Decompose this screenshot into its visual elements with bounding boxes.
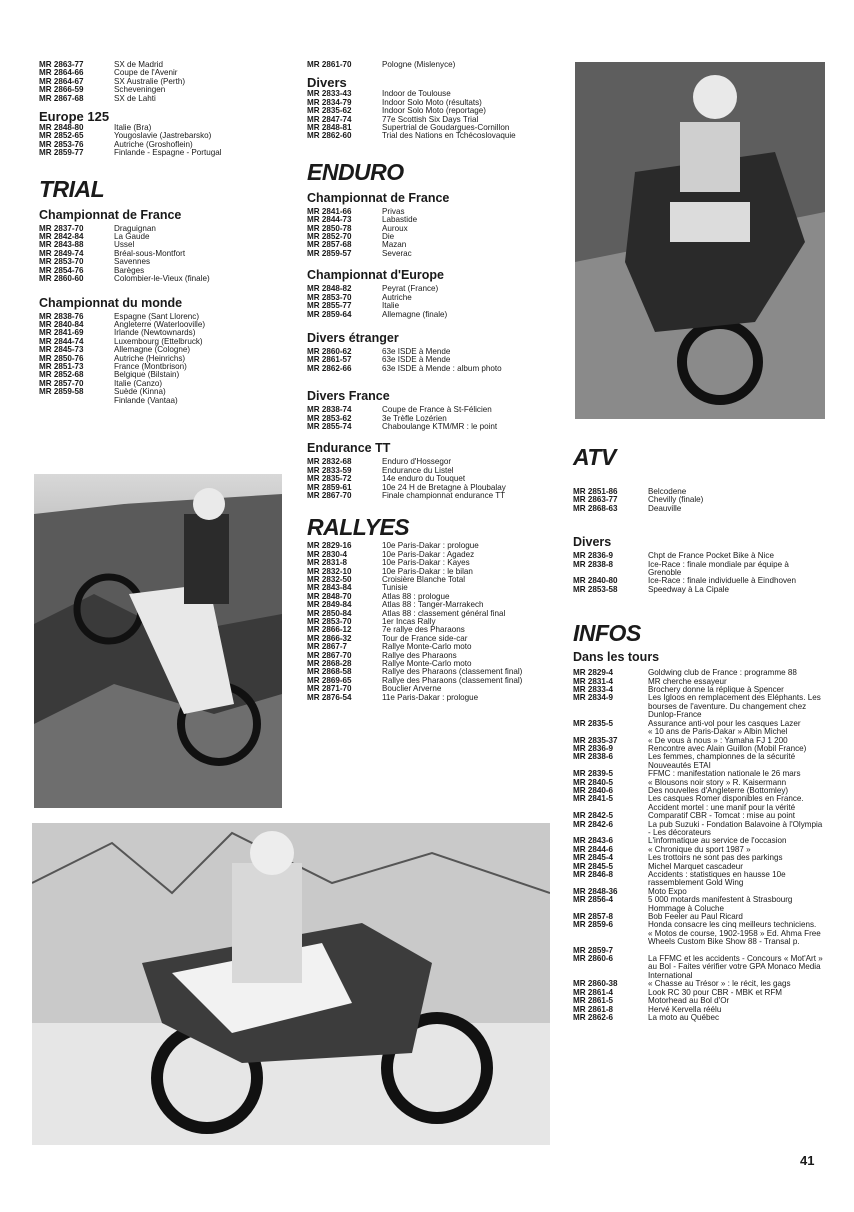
entry-code: MR 2834-79 [307,97,352,107]
rally-photo [32,823,550,1145]
rally-photo-image [32,823,550,1145]
entry-text: Mazan [382,240,407,250]
entry-text: 3e Trèfle Lozérien [382,413,447,423]
entry-code: MR 2852-70 [307,232,352,242]
atv-list [573,488,823,513]
entry-code: MR 2861-8 [573,1004,614,1014]
entry-code: MR 2866-32 [307,633,352,643]
entry-code: MR 2866-59 [39,85,84,95]
entry-code: MR 2869-65 [307,675,352,685]
entry-code: MR 2834-9 [573,693,614,703]
entry-code: MR 2848-81 [307,123,352,133]
europe125-list [39,124,279,158]
entry-text: 10e Paris-Dakar : Kayes [382,558,470,568]
entry-text: Deauville [648,503,682,513]
entry-code: MR 2859-57 [307,248,352,258]
entry-code: MR 2830-4 [307,549,348,559]
entry-text: 63e ISDE à Mende : album photo [382,363,502,373]
entry-text: Les femmes, championnes de la sécurité Nouveautés ETAI [648,752,796,770]
entry-text: Rallye des Pharaons (classement final) [382,675,523,685]
entry-code: MR 2848-80 [39,123,84,133]
entry-code: MR 2863-77 [573,495,618,505]
entry-code: MR 2843-6 [573,836,614,846]
entry-code: MR 2840-6 [573,785,614,795]
entry-text: Barèges [114,265,145,275]
entry-code: MR 2833-43 [307,89,352,99]
entry-row [573,561,823,578]
entry-text: Des nouvelles d'Angleterre (Bottomley) [648,785,789,795]
entry-text: Bréal-sous-Montfort [114,248,186,258]
entry-code: MR 2857-70 [39,378,84,388]
entry-code: MR 2857-68 [307,240,352,250]
entry-code: MR 2852-65 [39,131,84,141]
entry-code [573,930,648,947]
entry-code: MR 2845-4 [573,853,614,863]
entry-code: MR 2832-68 [307,457,352,467]
entry-code: MR 2838-6 [573,752,614,762]
entry-text: Rallye Monte-Carlo moto [382,659,472,669]
entry-code: MR 2843-84 [307,583,352,593]
entry-code: MR 2868-58 [307,667,352,677]
entry-code: MR 2841-5 [573,794,614,804]
entry-text: Ice-Race : finale individuelle à Eindhoven [648,576,797,586]
enduro-europe-heading: Championnat d'Europe [307,268,444,283]
trial-france-list [39,225,279,284]
entry-code: MR 2835-72 [307,474,352,484]
entry-row [573,753,823,770]
rallyes-heading: RALLYES [307,514,410,541]
entry-row [307,492,557,500]
entry-text: Espagne (Sant Llorenc) [114,311,200,321]
entry-text: Colombier-le-Vieux (finale) [114,274,210,284]
entry-code: MR 2838-74 [307,405,352,415]
entry-text: SX Australie (Perth) [114,76,186,86]
entry-code: MR 2838-8 [573,559,614,569]
entry-code: MR 2861-57 [307,355,352,365]
entry-text: 10e Paris-Dakar : le bilan [382,566,473,576]
entry-text: 10e Paris-Dakar : prologue [382,541,479,551]
divers-list [307,90,557,140]
entry-row [39,275,279,283]
entry-code: MR 2868-28 [307,659,352,669]
endurance-heading: Endurance TT [307,441,391,456]
entry-code: MR 2856-4 [573,895,614,905]
entry-text: Supertrial de Goudargues-Cornillon [382,123,510,133]
entry-text: Angleterre (Waterlooville) [114,319,206,329]
entry-text: FFMC : manifestation nationale le 26 mars [648,769,801,779]
entry-code: MR 2864-66 [39,68,84,78]
entry-text: Trial des Nations en Tchécoslovaquie [382,131,516,141]
entry-text: Chevilly (finale) [648,495,704,505]
enduro-etranger-list [307,348,557,373]
entry-code: MR 2836-9 [573,743,614,753]
enduro-heading: ENDURO [307,158,404,185]
entry-text: Motorhead au Bol d'Or [648,996,730,1006]
entry-row [573,795,823,812]
entry-row [573,930,823,947]
entry-text: Tunisie [382,583,408,593]
entry-text: Rallye des Pharaons (classement final) [382,667,523,677]
entry-text: MR cherche essayeur [648,676,727,686]
entry-row [307,311,557,319]
entry-text: Belcodene [648,487,687,496]
entry-code: MR 2860-6 [573,954,614,964]
trial-france-heading: Championnat de France [39,207,182,222]
entry-text: Accidents : statistiques en hausse 10e rassemblement Gold Wing [648,870,786,888]
entry-text: Ice-Race : finale mondiale par équipe à Grenoble [648,559,789,578]
entry-text: Yougoslavie (Jastrebarsko) [114,131,212,141]
entry-row [307,132,557,140]
entry-code: MR 2861-4 [573,987,614,997]
entry-code: MR 2835-5 [573,718,614,728]
entry-code: MR 2876-54 [307,692,352,702]
entry-row [573,955,823,980]
europe125-heading: Europe 125 [39,109,110,125]
entry-text: Peyrat (France) [382,284,439,294]
entry-text: 11e Paris-Dakar : prologue [382,692,479,702]
entry-text: 77e Scottish Six Days Trial [382,114,479,124]
entry-code: MR 2863-77 [39,60,84,69]
entry-text: Scheveningen [114,85,166,95]
entry-text: Pologne (Mislenyce) [382,60,456,69]
entry-text: Enduro d'Hossegor [382,457,452,467]
enduro-france-list [307,208,557,258]
entry-code: MR 2859-77 [39,148,84,158]
entry-text: Coupe de l'Avenir [114,68,178,78]
entry-text: Hervé Kervella réélu [648,1004,722,1014]
column-3 [573,444,823,1022]
entry-code [39,397,114,405]
entry-text: SX de Madrid [114,60,164,69]
entry-code: MR 2842-6 [573,819,614,829]
entry-code: MR 2833-4 [573,685,614,695]
entry-code: MR 2853-70 [307,292,352,302]
entry-text: Suède (Kinna) [114,387,166,397]
entry-row [573,871,823,888]
entry-code: MR 2859-58 [39,387,84,397]
entry-text: Autriche (Groshoflein) [114,139,193,149]
entry-text: Atlas 88 : Tanger-Marrakech [382,600,484,610]
entry-text: Luxembourg (Ettelbruck) [114,336,203,346]
entry-code: MR 2862-66 [307,363,352,373]
entry-row [573,586,823,594]
entry-code: MR 2860-38 [573,979,618,989]
entry-text: France (Montbrison) [114,361,187,371]
entry-code: MR 2867-70 [307,490,352,500]
entry-code: MR 2842-84 [39,232,84,242]
infos-list [573,669,823,1022]
entry-code: MR 2860-60 [39,274,84,284]
entry-text: Auroux [382,223,408,233]
entry-text: « De vous à nous » : Yamaha FJ 1 200 [648,735,788,745]
entry-row [39,95,279,103]
entry-code: MR 2832-50 [307,575,352,584]
entry-text: Indoor Solo Moto (résultats) [382,97,482,107]
entry-code: MR 2853-62 [307,413,352,423]
entry-text: Chaboulange KTM/MR : le point [382,421,498,431]
entry-row [39,397,279,405]
entry-code: MR 2845-5 [573,861,614,871]
entry-code: MR 2850-76 [39,353,84,363]
atv-divers-list [573,552,823,594]
entry-row [573,821,823,838]
entry-code: MR 2853-70 [307,617,352,627]
entry-code: MR 2868-63 [573,503,618,513]
entry-row [573,1014,823,1022]
entry-code: MR 2859-6 [573,920,614,930]
entry-text: Allemagne (finale) [382,309,448,319]
infos-heading: INFOS [573,620,641,647]
enduro-etranger-heading: Divers étranger [307,330,399,345]
entry-text: 7e rallye des Pharaons [382,625,465,635]
entry-code: MR 2851-73 [39,361,84,371]
entry-code: MR 2862-60 [307,131,352,141]
entry-text: Endurance du Listel [382,465,454,475]
entry-row [307,365,557,373]
entry-text: Finlande - Espagne - Portugal [114,148,222,158]
entry-text: « Blousons noir story » R. Kaisermann [648,777,787,787]
entry-code: MR 2847-74 [307,114,352,124]
entry-code: MR 2831-4 [573,676,614,686]
entry-text: Italie [382,301,400,311]
entry-text: Atlas 88 : classement général final [382,608,506,618]
entry-text: Look RC 30 pour CBR - MBK et RFM [648,987,783,997]
entry-text: Comparatif CBR - Tomcat : mise au point [648,811,795,821]
supercross-list [39,61,279,103]
entry-text: Savennes [114,257,150,267]
entry-code: MR 2840-80 [573,576,618,586]
entry-code: MR 2848-70 [307,591,352,601]
trial-monde-heading: Championnat du monde [39,295,183,310]
entry-text: Rallye des Pharaons [382,650,457,660]
entry-row [307,423,557,431]
entry-text: Allemagne (Cologne) [114,345,191,355]
entry-row [39,149,279,157]
entry-text: Brochery donne la réplique à Spencer [648,685,784,695]
entry-text: 63e ISDE à Mende [382,355,451,365]
column-2 [307,61,557,702]
entry-text: Bob Feeler au Paul Ricard [648,912,743,922]
entry-code: MR 2838-76 [39,311,84,321]
entry-text: Les casques Romer disponibles en France. Accident mortel : une manif pour la vérité [648,794,804,812]
entry-text: Indoor Solo Moto (reportage) [382,106,486,116]
atv-divers-heading: Divers [573,535,612,550]
entry-text: 5 000 motards manifestent à Strasbourg Hommage à Coluche [648,895,793,913]
entry-code: MR 2853-70 [39,257,84,267]
entry-code: MR 2864-67 [39,76,84,86]
entry-code: MR 2849-84 [307,600,352,610]
entry-code: MR 2854-76 [39,265,84,275]
entry-row [573,505,823,513]
enduro-photo-image [575,62,825,419]
entry-text: SX de Lahti [114,93,156,103]
trial-heading: TRIAL [39,175,105,202]
entry-text: Irlande (Newtownards) [114,328,196,338]
entry-text: Privas [382,206,405,216]
entry-code: MR 2859-7 [573,945,614,955]
entry-text: Assurance anti-vol pour les casques Lazer [648,718,801,728]
entry-code: MR 2839-5 [573,769,614,779]
column-1 [39,61,279,405]
atv-heading: ATV [573,444,616,470]
entry-code: MR 2833-59 [307,465,352,475]
entry-row [307,250,557,258]
trial-monde-list [39,313,279,405]
entry-text: Les trottoirs ne sont pas des parkings [648,853,783,863]
entry-code: MR 2848-36 [573,886,618,896]
entry-text: Moto Expo [648,886,687,896]
rallyes-list [307,542,557,702]
entry-text: 63e ISDE à Mende [382,346,451,356]
entry-row [573,694,823,719]
entry-code: MR 2832-10 [307,566,352,576]
entry-text: Honda consacre les cinq meilleurs techniciens. [648,920,817,930]
entry-code: MR 2867-70 [307,650,352,660]
entry-text: La moto au Québec [648,1012,720,1022]
entry-code: MR 2835-62 [307,106,352,116]
entry-code: MR 2841-66 [307,206,352,216]
entry-text: Severac [382,248,412,258]
entry-code: MR 2850-84 [307,608,352,618]
entry-code: MR 2862-6 [573,1012,614,1022]
entry-code: MR 2866-12 [307,625,352,635]
entry-text: Les Igloos en remplacement des Eléphants. Les bourses de l'aventure. Du changement chez Dunlop-France [648,693,821,720]
entry-text: Draguignan [114,223,156,233]
entry-code: MR 2844-74 [39,336,84,346]
entry-code: MR 2837-70 [39,223,84,233]
entry-code: MR 2829-4 [573,668,614,678]
entry-text: La pub Suzuki - Fondation Balavoine à l'Olympia - Les décorateurs [648,819,823,837]
enduro-photo [575,62,825,419]
entry-text: Finlande (Vantaa) [114,395,178,405]
entry-code: MR 2829-16 [307,541,352,551]
entry-code: MR 2840-84 [39,319,84,329]
entry-code: MR 2849-74 [39,248,84,258]
entry-code: MR 2848-82 [307,284,352,294]
entry-code: MR 2845-73 [39,345,84,355]
entry-code: MR 2846-8 [573,870,614,879]
entry-text: Atlas 88 : prologue [382,591,450,601]
entry-code: MR 2855-74 [307,421,352,431]
entry-text: Finale championnat endurance TT [382,490,506,500]
entry-code: MR 2867-68 [39,93,84,103]
enduro-dfrance-heading: Divers France [307,389,390,404]
entry-text: Italie (Bra) [114,123,152,133]
entry-code: MR 2853-58 [573,584,618,594]
entry-text: Belgique (Bilstain) [114,370,180,380]
entry-text: Die [382,232,395,242]
page-number: 41 [800,1153,815,1168]
entry-text: Bouclier Arverne [382,684,442,694]
entry-text: Rencontre avec Alain Guillon (Mobil France) [648,743,807,753]
entry-text: 10e Paris-Dakar : Agadez [382,549,475,559]
entry-text: Tour de France side-car [382,633,468,643]
enduro-europe-list [307,285,557,319]
entry-code: MR 2835-37 [573,735,618,745]
endurance-list [307,458,557,500]
entry-text: 10e 24 H de Bretagne à Ploubalay [382,482,506,492]
entry-text: Rallye Monte-Carlo moto [382,642,472,652]
entry-text: Speedway à La Cipale [648,584,729,594]
entry-code: MR 2850-78 [307,223,352,233]
entry-code: MR 2871-70 [307,684,352,694]
trial-photo [34,474,282,808]
entry-text: Italie (Canzo) [114,378,163,388]
entry-text: La Gaude [114,232,150,242]
entry-text: 1er Incas Rally [382,617,436,627]
entry-row [573,896,823,913]
entry-text: Goldwing club de France : programme 88 [648,668,797,678]
trial-photo-image [34,474,282,808]
entry-text: Ussel [114,240,135,250]
entry-code: MR 2861-70 [307,60,352,69]
entry-text: Autriche (Heinrichs) [114,353,186,363]
entry-text: Chpt de France Pocket Bike à Nice [648,551,774,561]
entry-text: Labastide [382,215,418,225]
col2-top-list [307,61,557,69]
entry-code: MR 2843-88 [39,240,84,250]
entry-code: MR 2844-6 [573,844,614,854]
entry-text: « 10 ans de Paris-Dakar » Albin Michel [648,727,788,737]
entry-code: MR 2853-76 [39,139,84,149]
entry-code: MR 2855-77 [307,301,352,311]
enduro-france-heading: Championnat de France [307,190,450,205]
entry-code: MR 2831-8 [307,558,348,568]
entry-text: Autriche [382,292,412,302]
entry-text: « Motos de course, 1902-1958 » Ed. Ahma Free Wheels Custom Bike Show 88 - Transal p. [648,928,821,947]
entry-code: MR 2860-62 [307,346,352,356]
entry-code: MR 2851-86 [573,487,618,496]
entry-text: « Chasse au Trésor » : le récit, les gags [648,979,791,989]
entry-code: MR 2861-5 [573,996,614,1006]
entry-code: MR 2859-61 [307,482,352,492]
entry-row [307,61,557,69]
entry-code: MR 2842-5 [573,811,614,821]
entry-text: Indoor de Toulouse [382,89,451,99]
entry-code: MR 2857-8 [573,912,614,922]
entry-text: « Chronique du sport 1987 » [648,844,751,854]
entry-text: 14e enduro du Touquet [382,474,466,484]
entry-text: L'informatique au service de l'occasion [648,836,787,846]
entry-text: Croisière Blanche Total [382,575,466,584]
entry-row [307,694,557,702]
entry-code: MR 2867-7 [307,642,348,652]
divers-heading: Divers [307,75,347,91]
entry-code: MR 2840-5 [573,777,614,787]
enduro-dfrance-list [307,406,557,431]
infos-sub-heading: Dans les tours [573,650,660,665]
entry-code: MR 2844-73 [307,215,352,225]
entry-text: Michel Marquet cascadeur [648,861,743,871]
entry-code: MR 2836-9 [573,551,614,561]
entry-code: MR 2841-69 [39,328,84,338]
entry-code: MR 2852-68 [39,370,84,380]
entry-code: MR 2859-64 [307,309,352,319]
entry-text: Coupe de France à St-Félicien [382,405,492,415]
entry-text: La FFMC et les accidents - Concours « Mot'Art » au Bol - Faites vérifier votre GPA Monaco Media International [648,954,823,980]
